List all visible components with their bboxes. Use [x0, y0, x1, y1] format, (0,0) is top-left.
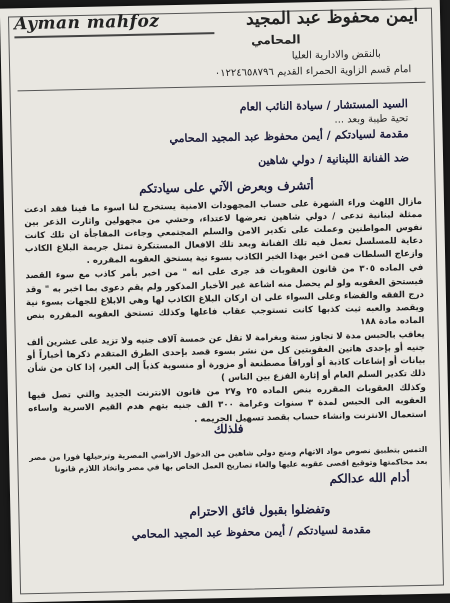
- letterhead-logo: Ayman mahfoz: [13, 11, 160, 35]
- body-paragraph: في الماده ٣٠٥ من قانون العقوبات قد جرى على انه " من اخبر بأمر كاذب مع سوء القصد فيستحق العقوبه ولو لم يحصل منه اشاعة غير الأخبار المذكور ولم يقم دعوى بما اخبر به " وقد درج الفقه والقضاء وعلى السواء على ان اركان البلاغ الكاذب لها وهي الابلاغ للجهات بسوء نية ويقصد والعبه ثبت كذبها كانت تستوجب عقاب فاعلها وكذلك تستحق العقوبه المقرره بنص الماده مادة ١٨٨: [25, 263, 425, 328]
- body-paragraph: وكذلك العقوبات المقرره بنص الماده ٢٥ و٢٧ من قانون الانترنت الجديد والتي تصل فيها العقوبه الى الحبس لمدة ٣ سنوات وغرامة ٣٠٠ الف جنيه بتهم هدم القيم الاسرية واساءه استعمال الانترنت وانشاء حساب بقصد تسهيل الجريمه .: [27, 383, 427, 425]
- body-paragraph: مازال اللهث وراء الشهرة على حساب المجهودات الامنية يستخرج لنا اسوء ما فينا فقد ادعت ممثلة لبنانية تدعى / دولي شاهين تعرضها لاعتداء، وحشي من مجهولين واثارت الذعر بين نفوس المواطنين وعملت على تكدير الامن والسلم المجتمعي وجاءت المفاجأة ان تلك كانت دعاية للمسلسل تعمل فيه تلك الفنانة وبعد تلك الافعال المستنكرة تمثل جريمة البلاغ الكاذب وازعاج السلطات فمن اخبر بهذا الخبر الكاذب بسوء نية يستحق العقوبه المقرره .: [23, 196, 424, 267]
- body-paragraph: يعاقب بالحبس مدة لا تجاوز سنة وبغرامة لا تقل عن خمسة آلاف جنيه ولا تزيد على عشرين ألف جنيه أو بإحدى هاتين العقوبتين كل من نشر بسوء قصد بإحدى الطرق المتقدم ذكرها أخباراً أو بيانات أو إشاعات كاذبة أو أوراقاً مصطنعة أو مزورة أو منسوبة كذباً إلى الغير، إذا كان من شأن ذلك تكدير السلم العام أو إثارة الفزع بين الناس ): [26, 329, 426, 384]
- request-paragraph: التمس بتطبيق نصوص مواد الاتهام ومنع دولي شاهين من الدخول الاراضي المصرية وترحيلها فورا من مصر بعد محاكمتها وتوقيع اقصى عقوبه عليها والغاء تصاريح العمل الخاص بها في مصر واتخاذ اللازم قانونا: [29, 444, 428, 474]
- closing-line: أدام الله عدالكم: [329, 470, 410, 486]
- honor-line: أتشرف وبعرض الآتي على سيادتكم: [138, 178, 314, 196]
- subject-line: ضد الفنانة اللبنانية / دولي شاهين: [257, 151, 410, 168]
- greeting: تحية طيبة وبعد ...: [334, 113, 409, 126]
- letterhead-address: امام قسم الزاوية الحمراء القديم ٠١٢٢٤٦٥٨٧٩٦: [214, 64, 412, 80]
- letterhead-subtitle: بالنقض والادارية العليا: [291, 48, 381, 62]
- conclusion-heading: فلذلك: [213, 421, 244, 437]
- addressee: السيد المستشار / سيادة النائب العام: [239, 97, 409, 114]
- sender-line: مقدمة لسيادتكم / أيمن محفوظ عبد المجيد المحامي: [169, 127, 409, 146]
- signature-line: مقدمة لسيادتكم / أيمن محفوظ عبد المجيد المحامي: [131, 523, 371, 542]
- letterhead-title: المحامي: [251, 32, 301, 48]
- thanks-line: وتفضلوا بقبول فائق الاحترام: [189, 501, 331, 519]
- letterhead-name: ايمن محفوظ عبد المجيد: [245, 5, 419, 30]
- letter-body: [24, 196, 427, 431]
